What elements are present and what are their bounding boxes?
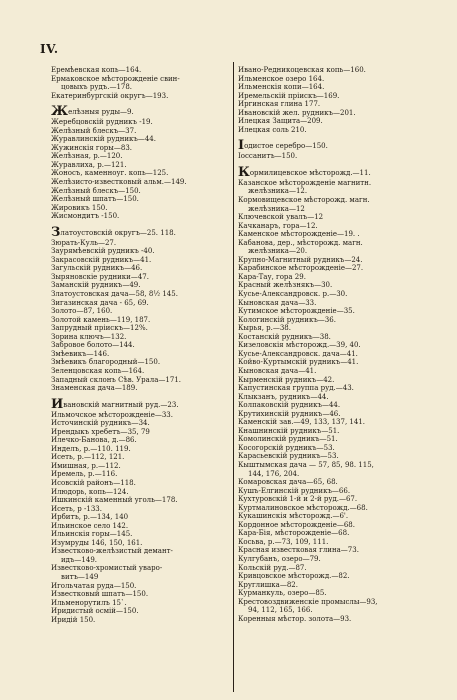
index-entry: Жоносъ, каменноуг. копь—125. <box>51 169 169 178</box>
index-entry: Ивано-Редникоцевская копь—160. <box>238 66 366 74</box>
index-entry: 94, 112, 165, 166. <box>248 606 313 615</box>
index-entry: Кабанова, дер., мѣсторожд. магн. <box>238 238 363 247</box>
index-entry: Журавлиха, р.—121. <box>51 160 127 169</box>
index-entry: Кара-Тау, гора 29. <box>238 272 306 281</box>
right-column <box>238 66 448 623</box>
section-heading <box>238 164 448 180</box>
left-column <box>51 66 231 624</box>
index-entry: Илецкая Защита—209. <box>238 117 323 126</box>
index-entry: Игольчатая руда—150. <box>51 581 137 590</box>
index-entry: Заурямѣевскiй рудникъ -40. <box>51 247 155 256</box>
index-entry: Илюдорь, копь—124. <box>51 487 129 496</box>
heading-text: ормилицевское мѣсторожд.—11. <box>249 168 371 177</box>
heading-text: латоустовскiй округъ—25. 118. <box>60 228 176 237</box>
index-entry: Известково-желѣзистый демант- <box>51 547 173 556</box>
index-entry: Источинскiй рудникъ—34. <box>51 419 150 428</box>
initial-letter: К <box>238 164 250 180</box>
index-entry: Койво-Куртымскiй рудникъ—41. <box>238 358 359 367</box>
index-entry: Иремель, р.—116. <box>51 470 118 479</box>
index-entry: витъ—149 <box>61 572 99 581</box>
index-entry: Костанскiй рудникъ—38. <box>238 332 331 341</box>
index-entry: Золотой камень—119, 187. <box>51 315 151 324</box>
initial-letter: И <box>51 396 64 412</box>
index-entry: Кривцовское мѣсторожд.—82. <box>238 572 350 581</box>
index-entry: Кутимское мѣсторожденiе—35. <box>238 307 355 316</box>
index-entry: Круглишка—82. <box>238 580 298 589</box>
index-entry: Кухтуровскiй 1-й и 2-й руд.—67. <box>238 495 358 504</box>
index-entry: Желѣзный блескъ—150. <box>51 186 141 195</box>
index-entry: желѣзника—12. <box>248 187 308 196</box>
index-entry: Ильинское село 142. <box>51 521 129 530</box>
index-entry: Крестовоздвиженскiе промыслы—93, <box>238 597 378 606</box>
index-entry: Зыряновскiе рудники—47. <box>51 272 149 281</box>
initial-letter: I <box>238 138 245 154</box>
index-entry: Кнашнинскiй рудникъ—51. <box>238 426 340 435</box>
index-section <box>51 224 231 393</box>
index-entry: Журавлинскiй рудникъ—44. <box>51 135 156 144</box>
index-entry: Кара-Бiя, мѣсторожденiе—68. <box>238 529 350 538</box>
index-entry: Ключевской увалъ—12 <box>238 213 324 222</box>
index-entry: Комолинскiй рудникъ—51. <box>238 435 338 444</box>
index-entry: Ермаковское мѣсторожденiе свин- <box>51 74 180 83</box>
index-entry: Крутихинскiй рудникъ—46. <box>238 409 341 418</box>
index-entry: Иремельскiй прiискъ—169. <box>238 91 340 100</box>
index-entry: Жужинскiя горы—83. <box>51 143 132 152</box>
index-section <box>51 66 231 100</box>
index-entry: Екатеринбургскiй округъ—193. <box>51 91 169 100</box>
heading-text: вановскiй магнитный руд.—23. <box>63 400 179 409</box>
index-entry: Зигазинская дача - 65, 69. <box>51 298 149 307</box>
index-entry: Каменскiй зав.—49, 133, 137, 141. <box>238 418 365 427</box>
index-section <box>238 164 448 623</box>
index-entry: Кизеловскiя мѣсторожд.—39, 40. <box>238 341 361 350</box>
initial-letter: Ж <box>51 104 69 120</box>
index-entry: Кыштымская дача — 57, 85, 98. 115, <box>238 460 374 469</box>
section-heading <box>238 138 448 154</box>
index-section <box>238 66 448 134</box>
index-entry: 144, 176, 204. <box>248 469 300 478</box>
page-number: IV. <box>40 42 59 56</box>
index-entry: Ильменское озеро 164. <box>238 74 325 83</box>
index-section <box>238 140 448 161</box>
index-entry: Кыновская дача—41. <box>238 366 317 375</box>
index-entry: Куртмалиновское мѣсторожд.—68. <box>238 503 368 512</box>
index-entry: Загульскiй рудникъ—46. <box>51 264 143 273</box>
index-entry: Исовскiй районъ—118. <box>51 478 136 487</box>
index-entry: Желѣзный блескъ—37. <box>51 126 137 135</box>
index-entry: Знаменская дача—189. <box>51 384 138 393</box>
section-heading <box>51 104 231 120</box>
index-entry: Ивановскiй жел. рудникъ—201. <box>238 108 356 117</box>
index-entry: Ишкинскiй каменный уголь—178. <box>51 496 178 505</box>
index-entry: Зорина ключъ—132. <box>51 332 127 341</box>
index-entry: Ильменорутилъ 15`. <box>51 598 127 607</box>
heading-text: одистое серебро—150. <box>244 142 328 151</box>
index-entry: Колпаковскiй рудникъ—44. <box>238 401 341 410</box>
index-entry: Кырменскiй рудникъ—42. <box>238 375 335 384</box>
index-entry: Кулгубанъ, озеро—79. <box>238 554 321 563</box>
index-section <box>51 396 231 625</box>
index-entry: желѣзника—12 <box>248 204 305 213</box>
index-entry: Инделъ, р.—110. 119. <box>51 444 131 453</box>
index-entry: идъ—149. <box>61 555 98 564</box>
section-heading <box>51 224 231 240</box>
index-entry: Известково-хромистый уваро- <box>51 564 163 573</box>
index-entry: Иридистый осмiй—150. <box>51 607 139 616</box>
index-entry: Еремѣевская копь—164. <box>51 66 142 74</box>
index-entry: Ирбитъ, р.—134, 140 <box>51 513 129 522</box>
index-entry: Желѣзисто-известковый альм.—149. <box>51 178 187 187</box>
index-entry: Илецкая соль 210. <box>238 125 307 134</box>
index-entry: Западный склонъ Сѣв. Урала—171. <box>51 375 181 384</box>
index-entry: Клыкзанъ, рудникъ—44. <box>238 392 329 401</box>
index-entry: Змѣевикъ благородный—150. <box>51 358 161 367</box>
index-entry: Запрудный прiискъ—12%. <box>51 324 148 333</box>
index-entry: цовыхъ рудъ.—178. <box>61 83 133 92</box>
index-entry: Кукашинскiя мѣсторожд.—6'. <box>238 512 349 521</box>
index-entry: Златоустовская дача—58, 8½ 145. <box>51 290 178 299</box>
column-divider <box>233 62 234 692</box>
index-entry: Казанское мѣсторожденiе магнитн. <box>238 178 372 187</box>
index-entry: Кыновская дача—33. <box>238 298 317 307</box>
index-entry: Кушъ-Елгинскiй рудникъ—66. <box>238 486 351 495</box>
index-entry: Каменское мѣсторожденiе—19. . <box>238 230 360 239</box>
index-entry: Ильинскiя горы—145. <box>51 530 133 539</box>
index-entry: Зюрать-Куль—27. <box>51 238 117 247</box>
index-entry: Коренныя мѣстор. золота—93. <box>238 614 352 623</box>
index-entry: Исеть, р -133. <box>51 504 102 513</box>
index-entry: Исеть, р.—112, 121. <box>51 453 125 462</box>
index-entry: Косогорскiй рудникъ—53. <box>238 443 335 452</box>
index-entry: Заманскiй рудникъ—49. <box>51 281 141 290</box>
index-entry: Кусье-Александровск. дача—41. <box>238 349 358 358</box>
index-entry: Кусье-Александровск. р.—30. <box>238 290 348 299</box>
index-entry: Курманкуль, озеро—85. <box>238 589 327 598</box>
index-entry: Забровое болото—144. <box>51 341 135 350</box>
index-entry: Ильмочское мѣсторожденiе—33. <box>51 410 173 419</box>
index-entry: Кырья, р.—38. <box>238 324 291 333</box>
index-entry: Капустинская группа руд.—43. <box>238 384 354 393</box>
index-entry: Карабинское мѣсторожденiе—27. <box>238 264 364 273</box>
index-entry: Ильменскiя копи—164. <box>238 83 325 92</box>
index-entry: Жировикъ 150. <box>51 203 108 212</box>
index-entry: Красный желѣзнякъ—30. <box>238 281 333 290</box>
index-entry: Желѣзный шпатъ—150. <box>51 195 139 204</box>
index-section <box>51 106 231 221</box>
index-entry: Жисмондитъ -150. <box>51 212 120 221</box>
index-entry: Жеребцовскiй рудникъ -19. <box>51 118 153 127</box>
index-entry: Илечко-Бановa, д.—86. <box>51 436 137 445</box>
index-entry: Кордонное мѣсторожденiе—68. <box>238 520 355 529</box>
index-entry: Качканаръ, гора—12. <box>238 221 318 230</box>
index-entry: Карасьевскiй рудникъ—53. <box>238 452 339 461</box>
index-entry: Кольскiй руд.—87. <box>238 563 307 572</box>
section-heading <box>51 396 231 412</box>
index-entry: Кормовищевское мѣсторожд. магн. <box>238 196 370 205</box>
index-entry: Крупно-Магнитный рудникъ—24. <box>238 255 363 264</box>
index-entry: Зеленцовская копь—164. <box>51 366 145 375</box>
index-entry: Iоссанитъ—150. <box>238 152 298 161</box>
index-entry: Иргинская глина 177. <box>238 100 321 109</box>
index-entry: Закрасовскiй рудникъ—41. <box>51 255 152 264</box>
index-entry: Змѣевикъ—146. <box>51 349 110 358</box>
index-entry: Комаровская дача—65, 68. <box>238 478 338 487</box>
index-entry: Изумруды 146, 150, 161. <box>51 538 143 547</box>
index-entry: Косьва, р.—73, 109, 111. <box>238 537 329 546</box>
index-entry: Кологинскiй рудникъ—36. <box>238 315 336 324</box>
initial-letter: З <box>51 224 61 240</box>
heading-text: елѣзныя руды—9. <box>68 108 134 117</box>
index-entry: Ирендыкъ хребетъ—35, 79 <box>51 427 150 436</box>
index-entry: Имишная, р.—112. <box>51 461 121 470</box>
index-entry: Известковый шпатъ—150. <box>51 590 149 599</box>
index-entry: желѣзника—20. <box>248 247 308 256</box>
index-entry: Золото—87, 160. <box>51 307 113 316</box>
index-entry: Красная известковая глина—73. <box>238 546 359 555</box>
index-entry: Иридiй 150. <box>51 615 96 624</box>
index-entry: Желѣзная, р.—120. <box>51 152 123 161</box>
